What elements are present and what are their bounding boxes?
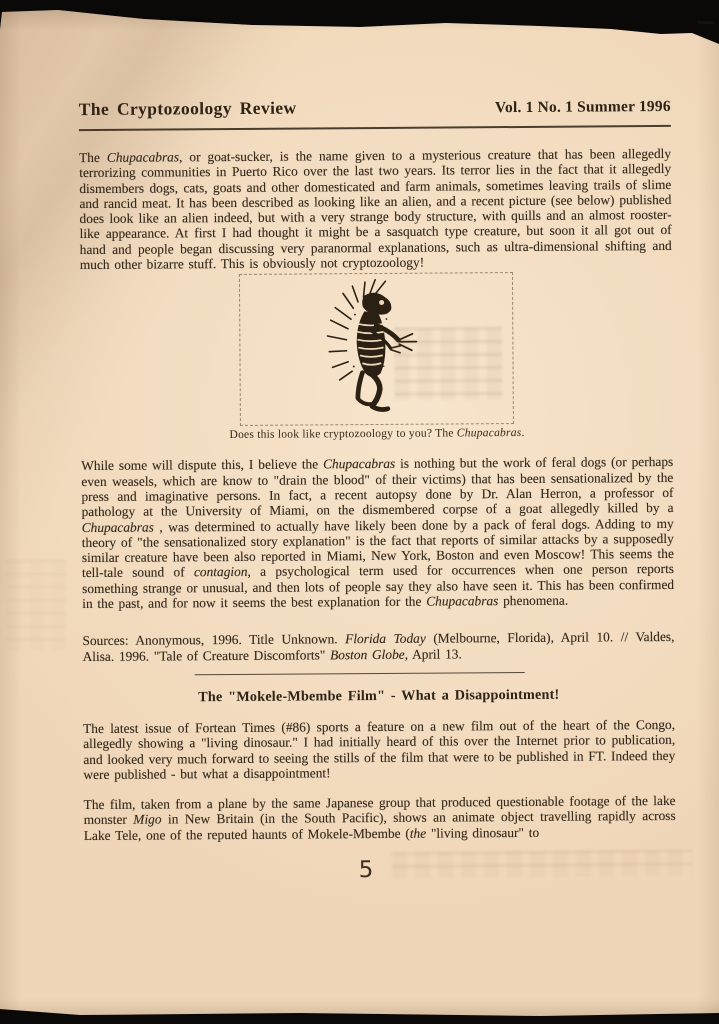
photo-artifact [697, 20, 714, 24]
mokele-paragraph-2: The film, taken from a plane by the same Japanese group that produced questionable footage of the lake monster Migo in New Britain (in the South Pacific), shows an animate object travelling rapidly across Lake Tele, one of the reputed haunts of Mokele-Mbembe (the "living dinosaur" to [83, 793, 676, 843]
section-heading: The "Mokele-Mbembe Film" - What a Disappointment! [198, 686, 560, 706]
chupacabras-drawing-icon [317, 278, 436, 421]
page-content [78, 0, 676, 885]
mokele-paragraph-1: The latest issue of Fortean Times (#86) sports a feature on a new film out of the heart of the Congo, allegedly showing a "living dinosaur." I had initially heard of this over the Internet prior to publication, and looked very much forward to seeing the stills of the film that were to be published in FT. Indeed they were published - but what a disappointment! [83, 716, 676, 782]
page-number: 5 [358, 857, 374, 884]
chupacabras-paragraph-2: While some will dispute this, I believe the Chupacabras is nothing but the work of feral dogs (or perhaps even weasels, which are know to "drain the blood" of their victims) that has been sensationalized by the press and imaginative persons. In fact, a recent autopsy done by Dr. Alan Herron, a professor of pathology at the University of Miami, on the dismembered corpse of a goat allegedly killed by a Chupacabras , was determined to actually have likely been done by a pack of feral dogs. Adding to my theory of "the sensationalized story explanation" is the fact that reports of similar attacks by a supposedly similar creature have been also reported in Miami, New York, Boston and even Moscow! This seems the tell-tale sound of contagion, a psychological term used for occurrences when one person reports something strange or unusual, and then lots of people say they also have seen it. This has been confirmed in the past, and for now it seems the best explanation for the Chupacabras phenomena. [81, 454, 675, 612]
figure-frame [239, 272, 514, 426]
section-divider [195, 672, 525, 675]
issue-label: Vol. 1 No. 1 Summer 1996 [494, 97, 671, 117]
newsletter-title: The Cryptozoology Review [78, 97, 297, 120]
chupacabras-figure [80, 271, 673, 442]
figure-caption: Does this look like cryptozoology to you? The Chupacabras. [229, 426, 525, 442]
chupacabras-paragraph-1: The Chupacabras, or goat-sucker, is the name given to a mysterious creature that has been allegedly terrorizing communities in Puerto Rico over the last two years. Its terror lies in the fact that it allegedly dismembers dogs, cats, goats and other domesticated and farm animals, sometimes leaving trails of slime and rancid meat. It has been described as looking like an alien, and a recent picture (see below) published does look like an alien indeed, but with a very strange body structure, with quills and an almost rooster-like appearance. At first I had thought it might be a sasquatch type creature, but soon it all got out of hand and people began discussing very paranormal explanations, such as ultra-dimensional shifting and much other bizarre stuff. This is obviously not cryptozoology! [79, 145, 672, 273]
masthead-rule [79, 125, 671, 131]
sources-paragraph: Sources: Anonymous, 1996. Title Unknown. Florida Today (Melbourne, Florida), April 10. // Valdes, Alisa. 1996. "Tale of Creature Discomforts" Boston Globe, April 13. [82, 629, 675, 664]
masthead [79, 95, 671, 120]
